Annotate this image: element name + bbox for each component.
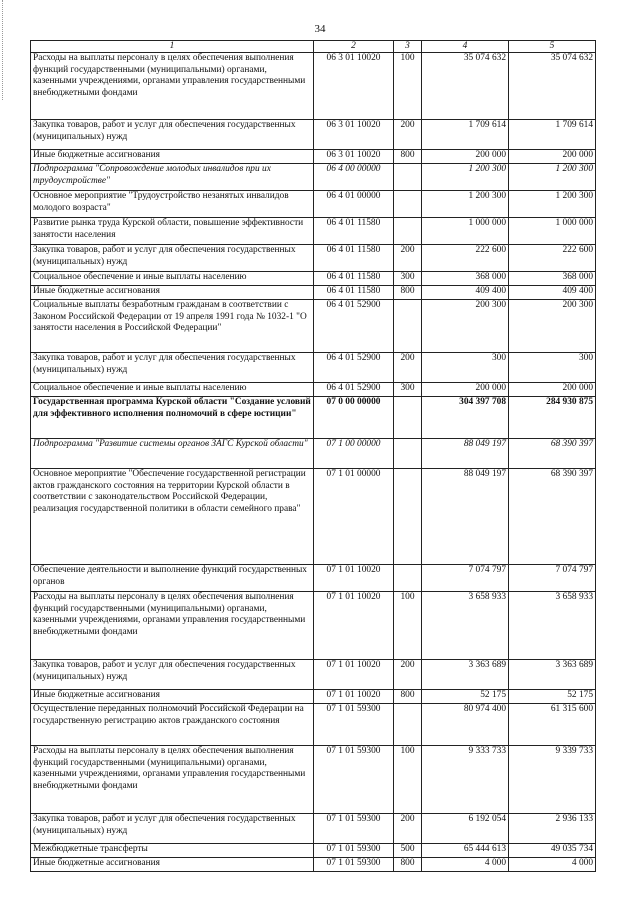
row-expense-type: 200 <box>394 814 422 844</box>
table-row <box>31 814 596 844</box>
row-amount-1: 1 200 300 <box>422 191 509 218</box>
row-expense-type: 100 <box>394 53 422 120</box>
table-row <box>31 383 596 397</box>
table-row <box>31 53 596 120</box>
row-amount-1: 200 300 <box>422 300 509 353</box>
row-name: Подпрограмма "Развитие системы органов ЗАГС Курской области" <box>31 439 314 469</box>
table-row <box>31 397 596 439</box>
row-name: Закупка товаров, работ и услуг для обеспечения государственных (муниципальных) нужд <box>31 353 314 383</box>
table-row <box>31 439 596 469</box>
table-row <box>31 272 596 286</box>
row-expense-type <box>394 469 422 565</box>
row-amount-1: 368 000 <box>422 272 509 286</box>
row-code: 07 0 00 00000 <box>314 397 394 439</box>
row-expense-type <box>394 300 422 353</box>
row-amount-2: 300 <box>509 353 596 383</box>
row-amount-1: 222 600 <box>422 245 509 272</box>
row-expense-type: 200 <box>394 660 422 690</box>
row-code: 06 4 01 00000 <box>314 191 394 218</box>
page-number: 34 <box>314 23 326 35</box>
header-col-3: 3 <box>394 41 422 53</box>
table-header-row <box>31 41 596 53</box>
row-expense-type: 500 <box>394 844 422 858</box>
row-amount-2: 368 000 <box>509 272 596 286</box>
row-code: 06 4 01 52900 <box>314 353 394 383</box>
row-code: 06 3 01 10020 <box>314 120 394 150</box>
header-col-4: 4 <box>422 41 509 53</box>
row-amount-2: 1 000 000 <box>509 218 596 245</box>
row-amount-2: 1 200 300 <box>509 191 596 218</box>
row-name: Осуществление переданных полномочий Российской Федерации на государственную регистрацию актов гражданского состояния <box>31 704 314 746</box>
row-amount-1: 1 000 000 <box>422 218 509 245</box>
row-expense-type: 800 <box>394 150 422 164</box>
row-amount-1: 1 200 300 <box>422 164 509 191</box>
row-amount-1: 65 444 613 <box>422 844 509 858</box>
table-row <box>31 150 596 164</box>
row-amount-1: 6 192 054 <box>422 814 509 844</box>
row-code: 07 1 01 59300 <box>314 704 394 746</box>
row-name: Иные бюджетные ассигнования <box>31 150 314 164</box>
row-amount-2: 7 074 797 <box>509 565 596 592</box>
row-code: 07 1 01 10020 <box>314 592 394 660</box>
row-name: Расходы на выплаты персоналу в целях обеспечения выполнения функций государственными (муниципальными) органами, казенными учреждениями, органами управления государственными внебюджетными фондами <box>31 53 314 120</box>
row-expense-type: 100 <box>394 592 422 660</box>
table-row <box>31 660 596 690</box>
row-code: 06 4 01 11580 <box>314 286 394 300</box>
row-code: 07 1 01 00000 <box>314 469 394 565</box>
row-code: 06 4 01 11580 <box>314 272 394 286</box>
row-amount-2: 200 000 <box>509 383 596 397</box>
row-amount-1: 409 400 <box>422 286 509 300</box>
row-code: 07 1 01 59300 <box>314 814 394 844</box>
row-amount-2: 3 658 933 <box>509 592 596 660</box>
row-name: Межбюджетные трансферты <box>31 844 314 858</box>
row-name: Иные бюджетные ассигнования <box>31 858 314 872</box>
row-amount-1: 88 049 197 <box>422 439 509 469</box>
table-row <box>31 844 596 858</box>
table-row <box>31 286 596 300</box>
row-amount-2: 49 035 734 <box>509 844 596 858</box>
row-code: 07 1 00 00000 <box>314 439 394 469</box>
row-expense-type: 300 <box>394 272 422 286</box>
row-amount-2: 9 339 733 <box>509 746 596 814</box>
row-code: 07 1 01 10020 <box>314 690 394 704</box>
row-amount-1: 7 074 797 <box>422 565 509 592</box>
row-expense-type: 800 <box>394 858 422 872</box>
row-amount-1: 80 974 400 <box>422 704 509 746</box>
row-name: Развитие рынка труда Курской области, повышение эффективности занятости населения <box>31 218 314 245</box>
row-name: Социальные выплаты безработным гражданам в соответствии с Законом Российской Федерации от 19 апреля 1991 года № 1032-1 "О занятости населения в Российской Федерации" <box>31 300 314 353</box>
row-code: 06 4 00 00000 <box>314 164 394 191</box>
table-row <box>31 592 596 660</box>
row-amount-2: 1 709 614 <box>509 120 596 150</box>
row-amount-2: 200 300 <box>509 300 596 353</box>
row-expense-type <box>394 565 422 592</box>
row-expense-type <box>394 218 422 245</box>
row-amount-2: 2 936 133 <box>509 814 596 844</box>
row-name: Социальное обеспечение и иные выплаты населению <box>31 272 314 286</box>
row-amount-1: 200 000 <box>422 150 509 164</box>
row-amount-2: 35 074 632 <box>509 53 596 120</box>
row-name: Закупка товаров, работ и услуг для обеспечения государственных (муниципальных) нужд <box>31 120 314 150</box>
row-expense-type <box>394 439 422 469</box>
row-code: 06 3 01 10020 <box>314 53 394 120</box>
row-code: 06 3 01 10020 <box>314 150 394 164</box>
table-row <box>31 218 596 245</box>
row-expense-type: 200 <box>394 120 422 150</box>
row-code: 07 1 01 59300 <box>314 746 394 814</box>
header-col-2: 2 <box>314 41 394 53</box>
row-name: Закупка товаров, работ и услуг для обеспечения государственных (муниципальных) нужд <box>31 814 314 844</box>
row-amount-2: 68 390 397 <box>509 469 596 565</box>
row-code: 06 4 01 11580 <box>314 245 394 272</box>
table-row <box>31 746 596 814</box>
margin-mark <box>2 0 5 100</box>
row-amount-1: 52 175 <box>422 690 509 704</box>
table-row <box>31 191 596 218</box>
row-expense-type <box>394 397 422 439</box>
row-name: Социальное обеспечение и иные выплаты населению <box>31 383 314 397</box>
row-code: 06 4 01 52900 <box>314 300 394 353</box>
row-expense-type: 800 <box>394 286 422 300</box>
row-name: Обеспечение деятельности и выполнение функций государственных органов <box>31 565 314 592</box>
table-row <box>31 164 596 191</box>
row-name: Расходы на выплаты персоналу в целях обеспечения выполнения функций государственными (муниципальными) органами, казенными учреждениями, органами управления государственными внебюджетными фондами <box>31 746 314 814</box>
table-row <box>31 353 596 383</box>
row-amount-1: 3 363 689 <box>422 660 509 690</box>
row-amount-2: 200 000 <box>509 150 596 164</box>
row-expense-type: 100 <box>394 746 422 814</box>
row-expense-type: 200 <box>394 245 422 272</box>
row-name: Подпрограмма "Сопровождение молодых инвалидов при их трудоустройстве" <box>31 164 314 191</box>
row-expense-type <box>394 164 422 191</box>
header-col-5: 5 <box>509 41 596 53</box>
row-amount-1: 35 074 632 <box>422 53 509 120</box>
row-expense-type: 300 <box>394 383 422 397</box>
table-row <box>31 120 596 150</box>
table-row <box>31 565 596 592</box>
budget-table <box>30 40 596 872</box>
row-code: 07 1 01 10020 <box>314 660 394 690</box>
row-amount-2: 3 363 689 <box>509 660 596 690</box>
row-code: 07 1 01 10020 <box>314 565 394 592</box>
row-amount-1: 3 658 933 <box>422 592 509 660</box>
table-row <box>31 469 596 565</box>
row-expense-type <box>394 191 422 218</box>
row-amount-2: 52 175 <box>509 690 596 704</box>
row-name: Основное мероприятие "Трудоустройство незанятых инвалидов молодого возраста" <box>31 191 314 218</box>
row-amount-1: 4 000 <box>422 858 509 872</box>
row-name: Закупка товаров, работ и услуг для обеспечения государственных (муниципальных) нужд <box>31 660 314 690</box>
row-amount-1: 88 049 197 <box>422 469 509 565</box>
row-amount-1: 1 709 614 <box>422 120 509 150</box>
table-row <box>31 690 596 704</box>
row-code: 07 1 01 59300 <box>314 844 394 858</box>
row-name: Иные бюджетные ассигнования <box>31 690 314 704</box>
row-amount-2: 409 400 <box>509 286 596 300</box>
row-amount-2: 1 200 300 <box>509 164 596 191</box>
row-amount-1: 300 <box>422 353 509 383</box>
row-amount-2: 222 600 <box>509 245 596 272</box>
row-amount-2: 4 000 <box>509 858 596 872</box>
row-amount-1: 9 333 733 <box>422 746 509 814</box>
row-amount-1: 200 000 <box>422 383 509 397</box>
table-row <box>31 300 596 353</box>
row-name: Государственная программа Курской области "Создание условий для эффективного исполнения полномочий в сфере юстиции" <box>31 397 314 439</box>
row-expense-type: 200 <box>394 353 422 383</box>
table-row <box>31 858 596 872</box>
table-row <box>31 245 596 272</box>
row-name: Иные бюджетные ассигнования <box>31 286 314 300</box>
row-amount-2: 61 315 600 <box>509 704 596 746</box>
row-name: Основное мероприятие "Обеспечение государственной регистрации актов гражданского состояния на территории Курской области в соответствии с законодательством Российской Федерации, реализация государственной политики в области семейного права" <box>31 469 314 565</box>
row-name: Закупка товаров, работ и услуг для обеспечения государственных (муниципальных) нужд <box>31 245 314 272</box>
row-name: Расходы на выплаты персоналу в целях обеспечения выполнения функций государственными (муниципальными) органами, казенными учреждениями, органами управления государственными внебюджетными фондами <box>31 592 314 660</box>
row-code: 06 4 01 11580 <box>314 218 394 245</box>
row-amount-2: 284 930 875 <box>509 397 596 439</box>
row-expense-type: 800 <box>394 690 422 704</box>
row-code: 07 1 01 59300 <box>314 858 394 872</box>
row-amount-1: 304 397 708 <box>422 397 509 439</box>
header-col-1: 1 <box>31 41 314 53</box>
row-amount-2: 68 390 397 <box>509 439 596 469</box>
row-expense-type <box>394 704 422 746</box>
row-code: 06 4 01 52900 <box>314 383 394 397</box>
table-row <box>31 704 596 746</box>
